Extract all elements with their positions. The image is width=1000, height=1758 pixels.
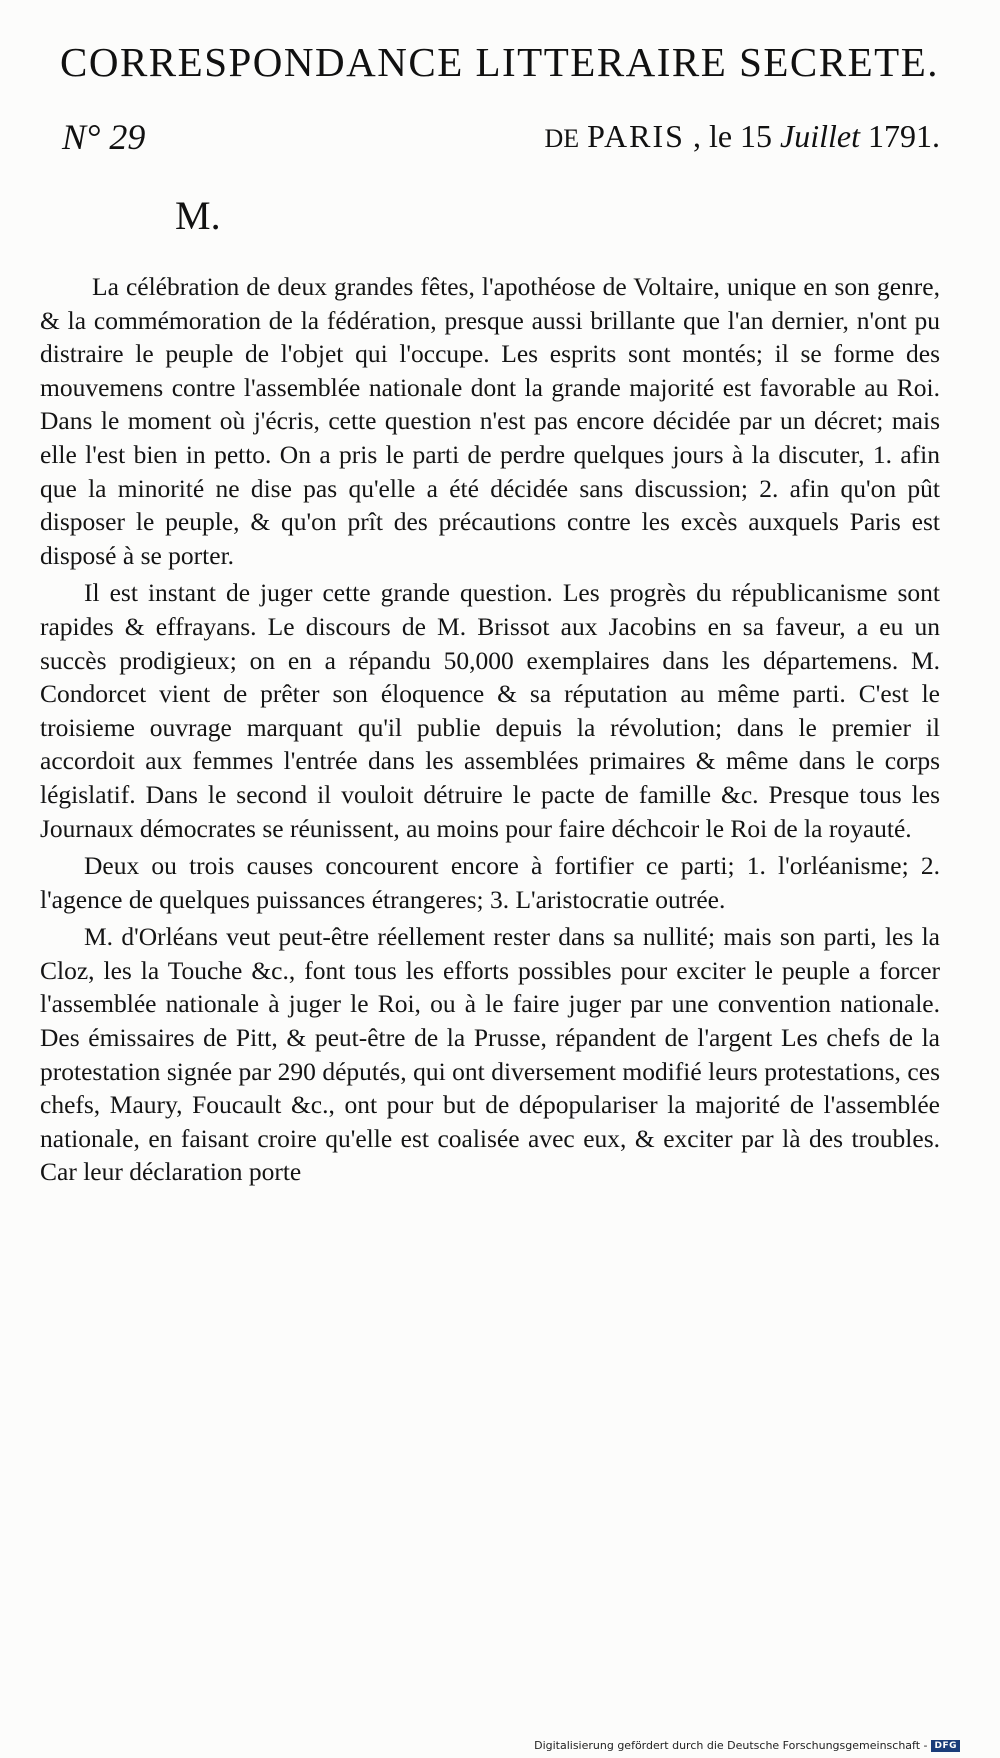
paragraph-3: Deux ou trois causes concourent encore à fortifier ce parti; 1. l'orléanisme; 2. l'agence de quelques puissances étrangeres; 3. L'aristocratie outrée. bbox=[40, 851, 940, 914]
place-name: PARIS bbox=[587, 118, 685, 154]
date-year: 1791. bbox=[868, 118, 940, 154]
credit-text: Digitalisierung gefördert durch die Deutsche Forschungsgemeinschaft - bbox=[534, 1739, 928, 1752]
issue-number: N° 29 bbox=[62, 117, 146, 157]
letter-body bbox=[40, 270, 940, 1193]
paragraph-2: Il est instant de juger cette grande question. Les progrès du républicanisme sont rapides & effrayans. Le discours de M. Brissot aux Jacobins en sa faveur, a eu un succès prodigieux; on en a répandu 50,000 exemplaires dans les départemens. M. Condorcet vient de prêter son éloquence & sa réputation au même parti. C'est le troisieme ouvrage marquant qu'il publie depuis la révolution; dans le premier il accordoit aux femmes l'entrée dans les assemblées primaires & même dans le corps législatif. Dans le second il vouloit détruire le pacte de famille &c. Presque tous les Journaux démocrates se réunissent, au moins pour faire déchcoir le Roi de la royauté. bbox=[40, 578, 940, 843]
paragraph-1: La célébration de deux grandes fêtes, l'apothéose de Voltaire, unique en son genre, & la commémoration de la fédération, presque aussi brillante que l'an dernier, n'ont pu distraire le peuple de l'objet qui l'occupe. Les esprits sont montés; il se forme des mouvemens contre l'assemblée nationale dont la grande majorité est favorable au Roi. Dans le moment où j'écris, cette question n'est pas encore décidée par un décret; mais elle l'est bien in petto. On a pris le parti de perdre quelques jours à la discuter, 1. afin que la minorité ne dise pas qu'elle a été décidée sans discussion; 2. afin qu'on pût disposer le peuple, & qu'on prît des précautions contre les excès auxquels Paris est disposé à se porter. bbox=[40, 272, 940, 570]
date-prefix: , le 15 bbox=[692, 118, 773, 154]
salutation: M. bbox=[175, 193, 221, 238]
paragraph-4: M. d'Orléans veut peut-être réellement rester dans sa nullité; mais son parti, les la Cloz, les la Touche &c., font tous les efforts possibles pour exciter le peuple a forcer l'assemblée nationale à juger le Roi, ou à le faire juger par une convention nationale. Des émissaires de Pitt, & peut-être de la Prusse, répandent de l'argent Les chefs de la protestation signée par 290 députés, qui ont diversement modifié leurs protestations, ces chefs, Maury, Foucault &c., ont pour but de dépopulariser la majorité de l'assemblée nationale, en faisant croire qu'elle est coalisée avec eux, & exciter par là des troubles. Car leur déclaration porte bbox=[40, 922, 940, 1187]
dfg-logo-icon: DFG bbox=[931, 1740, 960, 1752]
place-prefix: DE bbox=[544, 124, 580, 153]
place-date-line bbox=[395, 118, 940, 155]
date-month: Juillet bbox=[780, 118, 860, 154]
journal-title: CORRESPONDANCE LITTERAIRE SECRETE. bbox=[60, 39, 939, 85]
digitization-credit bbox=[534, 1739, 960, 1752]
